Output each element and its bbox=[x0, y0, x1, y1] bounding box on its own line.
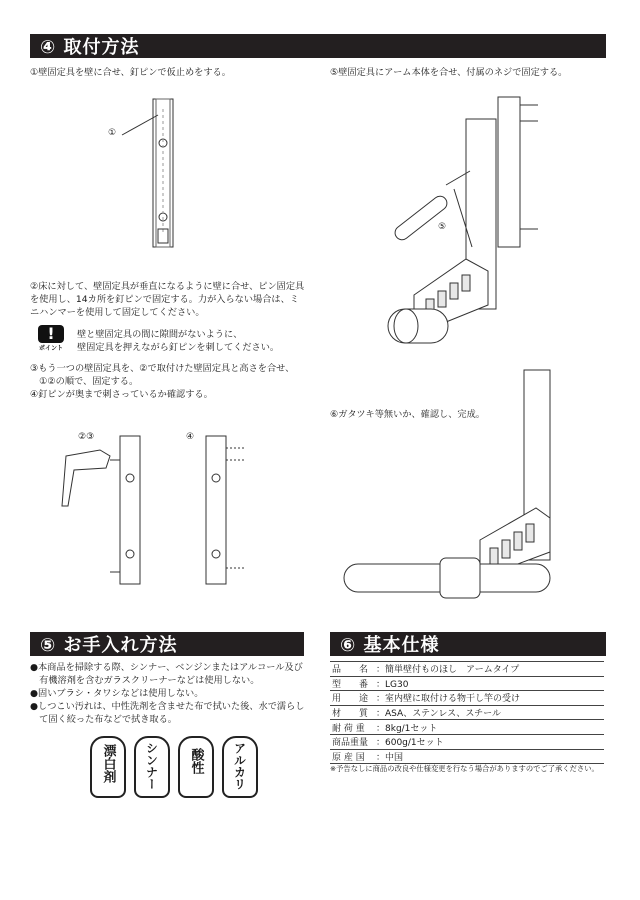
finished-figure-6 bbox=[340, 368, 580, 608]
pin-tool-figure-23 bbox=[60, 430, 160, 590]
spec-value: ：8kg/1セット bbox=[374, 720, 604, 735]
section-header-install bbox=[30, 34, 606, 58]
section-title: ④ 取付方法 bbox=[40, 37, 140, 58]
section-header-spec bbox=[330, 632, 606, 656]
figure-label-4: ④ bbox=[186, 432, 195, 442]
care-icon-label: 酸性 bbox=[188, 748, 204, 774]
spec-value: ：600g/1セット bbox=[374, 734, 604, 749]
spec-key: 耐 荷 重 bbox=[330, 720, 374, 735]
spec-key: 型 番 bbox=[330, 676, 374, 691]
step-6-text: ⑥ガタツキ等無いか、確認し、完成。 bbox=[330, 409, 485, 420]
figure-label-1: ① bbox=[108, 128, 117, 138]
spec-row bbox=[330, 662, 604, 677]
care-icon-label: 漂白剤 bbox=[100, 744, 116, 783]
prohibited-acid-icon bbox=[178, 736, 214, 798]
section-title: ⑥ 基本仕様 bbox=[340, 635, 440, 656]
step-5-text: ⑤壁固定具にアーム本体を合せ、付属のネジで固定する。 bbox=[330, 67, 568, 78]
point-label: ポイント bbox=[38, 345, 63, 352]
spec-row bbox=[330, 720, 604, 735]
step-3-4-text: ③もう一つの壁固定具を、②で取付けた壁固定具と高さを合せ、 ①②の順で、固定する。 ④釘ピンが奥まで刺さっているか確認する。 bbox=[30, 363, 295, 400]
spec-value: ：室内壁に取付ける物干し竿の受け bbox=[374, 691, 604, 706]
spec-row bbox=[330, 691, 604, 706]
spec-row bbox=[330, 734, 604, 749]
spec-value: ：ASA、ステンレス、スチール bbox=[374, 705, 604, 720]
point-badge bbox=[38, 325, 64, 351]
bracket-figure-4 bbox=[200, 430, 260, 590]
spec-key: 用 途 bbox=[330, 691, 374, 706]
prohibited-alkali-icon bbox=[222, 736, 258, 798]
wall-bracket-figure-1 bbox=[100, 95, 190, 255]
spec-key: 品 名 bbox=[330, 662, 374, 677]
care-icon-label: アルカリ bbox=[232, 742, 247, 790]
spec-note: ※予告なしに商品の改良や仕様変更を行なう場合がありますのでご了承ください。 bbox=[330, 764, 599, 773]
spec-value: ：LG30 bbox=[374, 676, 604, 691]
spec-row bbox=[330, 749, 604, 764]
prohibited-thinner-icon bbox=[134, 736, 170, 798]
point-text: 壁と壁固定具の間に隙間がないように、 壁固定具を押えながら釘ピンを刺してください。 bbox=[77, 329, 280, 353]
figure-label-5: ⑤ bbox=[438, 222, 447, 232]
spec-key: 原 産 国 bbox=[330, 749, 374, 764]
section-title: ⑤ お手入れ方法 bbox=[40, 635, 178, 656]
spec-key: 材 質 bbox=[330, 705, 374, 720]
prohibited-bleach-icon bbox=[90, 736, 126, 798]
spec-table bbox=[330, 661, 604, 764]
figure-label-23: ②③ bbox=[78, 432, 95, 442]
point-exclamation-icon: ! bbox=[38, 325, 64, 343]
step-1-text: ①壁固定具を壁に合せ、釘ピンで仮止めをする。 bbox=[30, 67, 231, 78]
arm-attach-figure-5 bbox=[380, 95, 540, 360]
step-2-text: ②床に対して、壁固定具が垂直になるように壁に合せ、ピン固定具 を使用し、14カ所を釘ピンで固定する。力が入らない場合は、ミ ニハンマーを使用して固定してください。 bbox=[30, 281, 305, 318]
care-text: ●本商品を掃除する際、シンナー、ベンジンまたはアルコール及び 有機溶剤を含むガラスクリーナーなどは使用しない。 ●固いブラシ・タワシなどは使用しない。 ●しつこい汚れは、中性洗剤を含ませた布で拭いた後、水で濡らし て固く絞った布などで拭き取る。 bbox=[30, 662, 305, 725]
spec-row bbox=[330, 705, 604, 720]
care-icons bbox=[90, 736, 290, 800]
spec-key: 商品重量 bbox=[330, 734, 374, 749]
care-icon-label: シンナー bbox=[144, 742, 159, 790]
spec-value: ：中国 bbox=[374, 749, 604, 764]
spec-value: ：簡単壁付ものほし アームタイプ bbox=[374, 662, 604, 677]
section-header-care bbox=[30, 632, 304, 656]
spec-row bbox=[330, 676, 604, 691]
